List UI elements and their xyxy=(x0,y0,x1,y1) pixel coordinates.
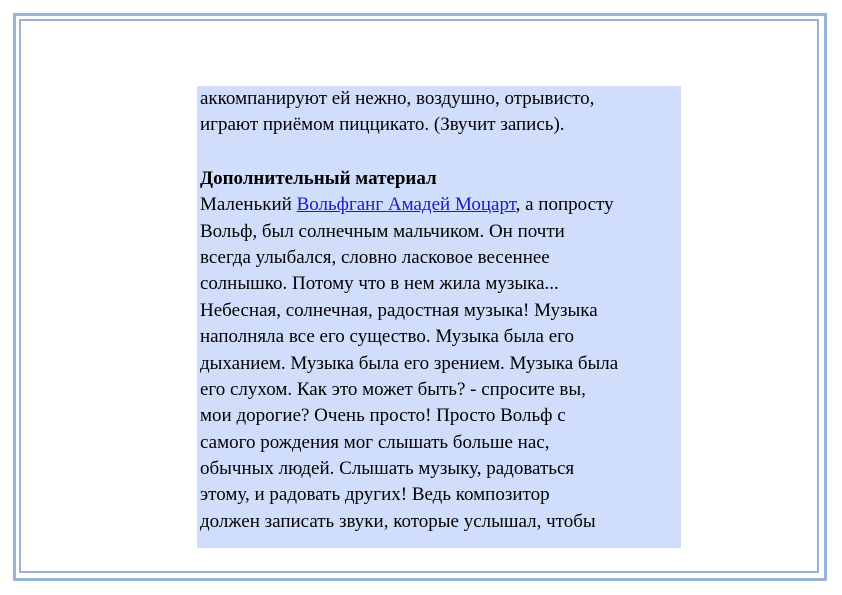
body-line: самого рождения мог слышать больше нас, xyxy=(200,431,550,453)
body-line: наполняла все его существо. Музыка была его xyxy=(200,326,574,348)
body-line: солнышко. Потому что в нем жила музыка... xyxy=(200,273,559,295)
section-heading: Дополнительный материал xyxy=(200,167,437,189)
body-line-first-suffix: , а попросту xyxy=(515,194,614,216)
body-line: Небесная, солнечная, радостная музыка! Музыка xyxy=(200,299,598,321)
blank-line xyxy=(200,139,678,166)
intro-line-1: аккомпанируют ей нежно, воздушно, отрывисто, xyxy=(200,88,595,109)
body-line: Вольф, был солнечным мальчиком. Он почти xyxy=(200,220,565,242)
body-line: обычных людей. Слышать музыку, радоваться xyxy=(200,458,575,480)
body-line: всегда улыбался, словно ласковое весеннее xyxy=(200,246,550,268)
body-line: должен записать звуки, которые услышал, чтобы xyxy=(200,510,596,532)
body-line-first xyxy=(200,192,678,218)
body-line: этому, и радовать других! Ведь композитор xyxy=(200,484,550,506)
text-block xyxy=(197,86,681,548)
body-line-first-prefix: Маленький xyxy=(200,194,297,216)
intro-line-2: играют приёмом пиццикато. (Звучит запись). xyxy=(200,114,565,136)
body-line: мои дорогие? Очень просто! Просто Вольф с xyxy=(200,405,566,427)
body-line: его слухом. Как это может быть? - спросите вы, xyxy=(200,378,586,400)
body-line: дыханием. Музыка была его зрением. Музыка была xyxy=(200,352,619,374)
mozart-link[interactable]: Вольфганг Амадей Моцарт xyxy=(296,194,516,216)
